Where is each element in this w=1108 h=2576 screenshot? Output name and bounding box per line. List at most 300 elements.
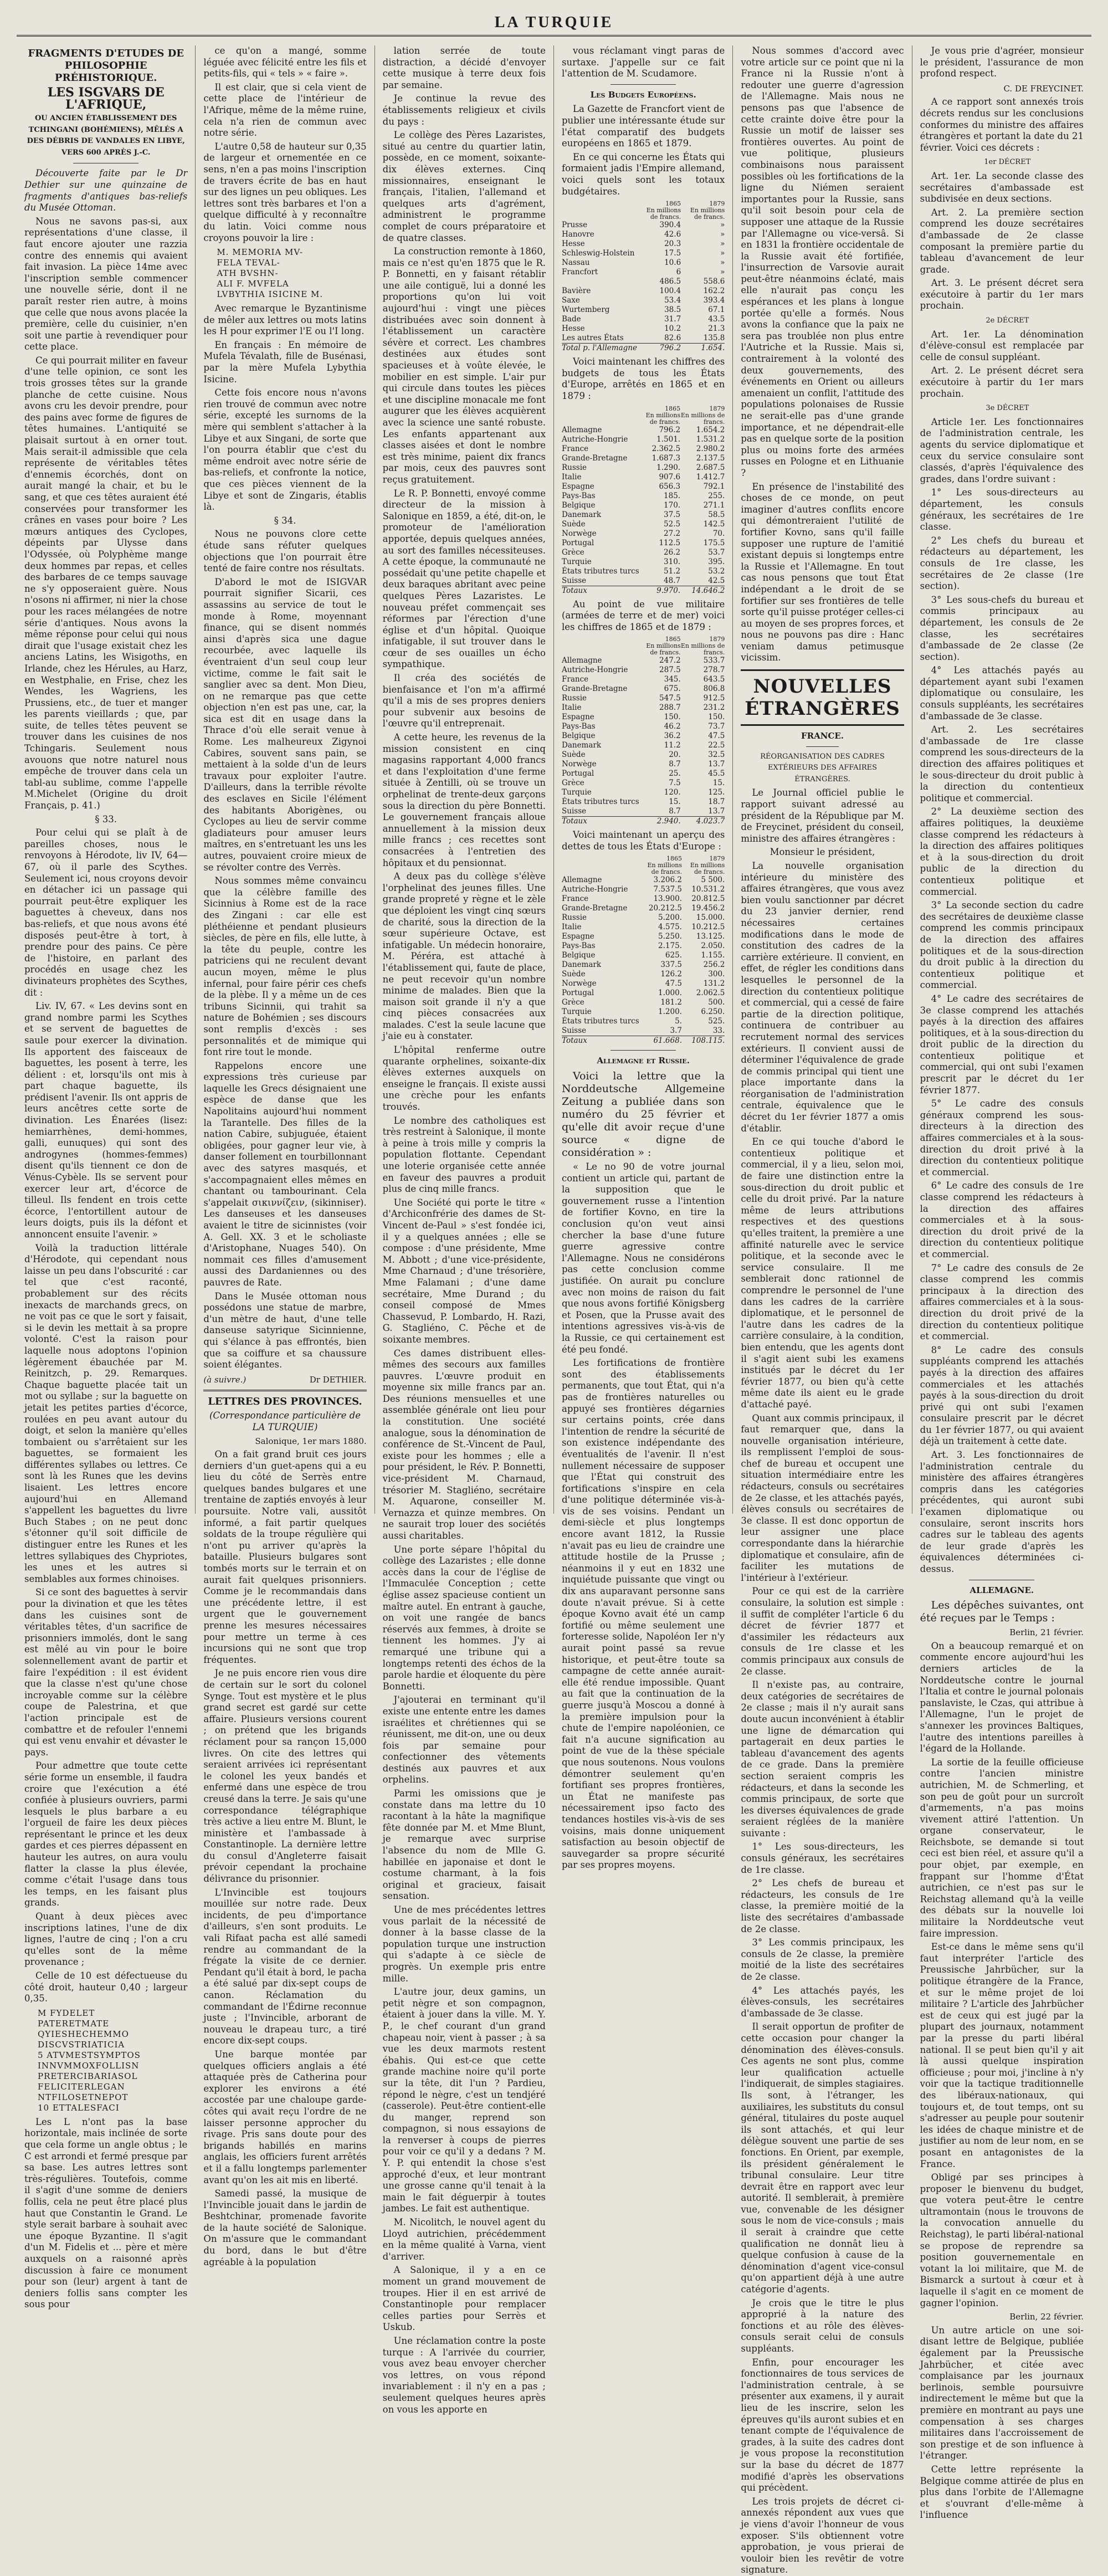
paragraph: 5° Le cadre des consuls généraux comprend les sous-directeurs à la direction des affaires commerciales et à la sous-direction du droit privé à la direction du contentieux politique et commercial.	[920, 1098, 1084, 1177]
table-cell-value: 19.456.2	[691, 904, 725, 913]
section-number: § 33.	[95, 813, 117, 824]
table-cell-label: Allemagne	[562, 656, 602, 665]
paragraph: L'hôpital renferme outre quarante orphelines, soixante-dix élèves externes auxquels on enseigne le français. Il existe aussi une crèche pour les enfants trouvés.	[382, 1044, 546, 1113]
paragraph: 4° Les attachés payés au département ayant subi l'examen diplomatique ou consulaire, les consuls suppléants, les secrétaires d'ambassade de 3e classe.	[920, 665, 1084, 721]
table-cell-value: 47.5	[708, 731, 725, 741]
table-row	[562, 268, 725, 277]
paragraph: Il créa des sociétés de bienfaisance et l'on m'a affirmé qu'il a mis de ses propres deniers pour subvenir aux besoins de l'œuvre qu'il entreprenait.	[382, 673, 546, 729]
table-cell-value: 10.212.5	[691, 923, 725, 932]
table-row	[562, 305, 725, 315]
paragraph: Rappelons encore une expressions très curieuse par laquelle les Grecs désignaient une espèce de danse que les Napolitains aujourd'hui nomment la Tarantelle. Des filles de la nation Cabire, subjuguée, étaient obligées, pour gagner leur vie, à danser follement en tourbillonnant avec des satyres masqués, et s'accompagnaient elles mêmes en chantant ou tambourinant. Cela s'appelait σικιννίζειν, (sikinniser). Les danseuses et les danseuses avaient le titre de sicinnistes (voir A. Gell. XX. 3 et le scholiaste d'Aristophane, Nuages 540). On nommait ces filles d'amusement aussi des Dardaniennes ou des pauvres de Rate.	[203, 1060, 367, 1288]
table-cell-label: Grèce	[562, 547, 584, 557]
paragraph: Art. 2. Le présent décret sera exécutoire à partir du 1er mars prochain.	[920, 365, 1084, 399]
table-cell-value: 533.7	[703, 656, 725, 665]
table-cell-value: 31.7	[664, 315, 681, 324]
table-cell-value: 27.2	[664, 529, 681, 538]
table-cell-label: Turquie	[562, 557, 592, 566]
table-row	[562, 675, 725, 684]
paragraph: Le R. P. Bonnetti, envoyé comme directeur de la mission à Salonique en 1859, a été, dit-on, le promoteur de l'amélioration apportée, depuis quelques années, au sort des familles nécessiteuses. A cette époque, la communauté ne possédait qu'une petite chapelle et deux baraques abritant avec peine quelques Pères Lazaristes. Le nouveau préfet commençait ses réformes par l'érection d'une église et d'un hôpital. Quoique infatigable, il sut trouver dans le cœur de ses ouailles un écho sympathique.	[382, 488, 546, 670]
table-cell-label: Schleswig-Holstein	[562, 249, 635, 258]
table-cell-value: 53.4	[664, 296, 681, 305]
table-cell-value: 13.7	[708, 760, 725, 769]
list-item: 2° Les chefs de bureau et rédacteurs, les consuls de 1re classe, la première moitié de la liste des secrétaires d'ambassade de 2e classe.	[741, 1878, 904, 1934]
table-cell-value: 5 500.	[701, 875, 725, 885]
table-cell-label: Danemark	[562, 510, 602, 519]
paragraph: Une barque montée par quelques officiers anglais a été attaquée près de Catherina pour explorer les environs a été accostée par une chaloupe garde-côtes qui avait reçu l'ordre de ne laisser personne approcher du rivage. Pris sans doute pour des brigands habillés en marins anglais, les officiers furent arrêtés et il a fallu longtemps parlementer avant qu'on les ait mis en liberté.	[203, 2048, 367, 2185]
paragraph: Samedi passé, la musique de l'Invincible jouait dans le jardin de Beshtchinar, promenade favorite de la haute société de Salonique. On m'assure que le commandant du bord, dans le but d'être agréable à la population	[203, 2188, 367, 2267]
table-cell-label: Saxe	[562, 296, 580, 305]
divider	[203, 1390, 366, 1391]
paragraph: A deux pas du collège s'élève l'orphelinat des jeunes filles. Une grande propreté y règne et le zèle que déploient les vingt cinq sœurs de charité, sous la direction de la sœur supérieure Octave, est infatigable. Un médecin honoraire, M. Péréra, est attaché à l'établissement qui, faute de place, ne peut recevoir qu'un nombre minime de malades. Bien que la maison soit grande il n'y a que cinq pièces consacrées aux malades. C'est la seule lacune que j'aie eu à constater.	[382, 871, 546, 1042]
table-row	[562, 258, 725, 268]
table-cell-label: Totaux	[562, 586, 639, 596]
table-cell-value: 15.	[712, 779, 725, 788]
table-row	[562, 875, 725, 885]
table-cell-value: 525.	[708, 1017, 725, 1026]
table-cell-value: 181.2	[660, 998, 682, 1007]
list-item: 1° Les sous-directeurs, les consuls généraux, les secrétaires de 1re classe.	[741, 1841, 904, 1875]
paragraph: En ce qui touche d'abord le contentieux politique et commercial, il y a lieu, selon moi, de faire une distinction entre la sous-direction du droit public et celle du droit privé. Par la nature même de leurs attributions respectives et des questions qu'elles traitent, la première a une affinité naturelle avec le service politique, et la seconde avec le service consulaire. Il me semblerait donc rationnel de comprendre le personnel de l'une dans les cadres de la carrière diplomatique, et le personnel de l'autre dans les cadres de la carrière consulaire, à la condition, bien entendu, que les agents dont il s'agit aient subi les examens institués par le décret du 1er février 1877, ou bien qu'à cette même date ils aient eu le grade d'attaché payé.	[741, 1136, 904, 1410]
table-cell-value: 51.2	[664, 566, 681, 576]
table-row	[562, 894, 725, 904]
table-cell-value: 7.5	[669, 779, 681, 788]
table-cell-label: Espagne	[562, 482, 594, 491]
table-row	[562, 576, 725, 586]
table-cell-label: États tributres turcs	[562, 797, 639, 807]
table-cell-label: Les autres États	[562, 334, 624, 343]
table-row	[562, 722, 725, 731]
table-cell-value: 500.	[708, 998, 725, 1007]
article-heading: FRAGMENTS D'ETUDES DE PHILOSOPHIE PRÉHISTORIQUE.	[28, 48, 184, 84]
table-cell-value: 73.7	[708, 722, 725, 731]
paragraph: Art. 2. Les secrétaires d'ambassade de 1re classe comprend les sous-directeurs de la direction des affaires politiques et le sous-directeur du droit public à la direction du contentieux politique et commercial.	[920, 724, 1084, 803]
paragraph: Celle de 10 est défectueuse du côté droit, hauteur 0,40 ; largeur 0,35.	[24, 1970, 188, 2004]
paragraph: Si ce sont des baguettes à servir pour la divination et que les têtes dans les cuisines sont de véritables têtes, d'un sacrifice de prisonniers immolés, dont le sang est mêlé au vin pour le boire solennellement avant de partir et faire l'expédition : il est évident que la classe n'est qu'une chose incroyable comme sur la célèbre coupe de Palestrina, et que l'action principale est de combattre et de refouler l'ennemi qui est venu envahir et dévaster le pays.	[24, 1587, 188, 1758]
paragraph: Les dépêches suivantes, ont été reçues par le Temps :	[920, 1599, 1084, 1625]
table-row	[562, 960, 725, 970]
newspaper-title: LA TURQUIE	[494, 14, 614, 31]
author-signature: Dr DETHIER.	[309, 1374, 367, 1385]
paragraph: Cette fois encore nous n'avons rien trouvé de commun avec notre série, excepté les surnoms de la mère qui semblent s'attacher à la Libye et aux Singani, de sorte que l'on pourra établir que c'est du même endroit avec notre série de bas-reliefs, et confronte la notice, que ces pièces viennent de la Libye et sont de Zingaris, établis là.	[203, 387, 367, 513]
table-row	[562, 694, 725, 703]
paragraph: La sortie de la feuille officieuse contre l'ancien ministre autrichien, M. de Schmerling, et son peu de goût pour un surcroît d'armements, n'a pas moins vivement attiré l'attention. Un organe conservateur, le Reichsbote, se demande si tout ceci est bien réel, et assure qu'il a pour objet, par exemple, en frappant sur l'homme d'État autrichien, ce n'est pas sur le Reichstag allemand qu'à la veille des débats sur la nouvelle loi militaire la Norddeutsche veut faire impression.	[920, 1756, 1084, 1939]
table-cell-value: 390.4	[659, 221, 681, 230]
paragraph: Liv. IV, 67. « Les devins sont en grand nombre parmi les Scythes et se servent de baguettes de saule pour exercer la divination. Ils apportent des faisceaux de baguettes, les posent à terre, les délient : et, lorsqu'ils ont mis à part chaque baguette, ils prédisent l'avenir. Ils ont appris de leurs ancêtres cette sorte de divination. Les Énarées (lisez: hemiarrhènes, demi-hommes, galli, eunuques) qui sont des androgynes (hommes-femmes) disent qu'ils tiennent ce don de Vénus-Cybèle. Ils se servent pour exercer leur art, d'écorce de tilleul. Ils fendent en trois cette écorce, l'entortillent autour de leurs doigts, puis ils la défont et annoncent ensuite l'avenir. »	[24, 1001, 188, 1240]
table-cell-value: 4.575.	[658, 923, 682, 932]
paragraph: Nous sommes d'accord avec votre article sur ce point que ni la France ni la Russie n'ont à redouter une guerre d'agression de l'Allemagne. Mais nous ne pensons pas que l'absence de cette crainte doive être pour la Russie un motif de laisser ses frontières ouvertes. Au point de vue politique, plusieurs combinaisons nous paraissent possibles où les fortifications de la ligne du Niémen seraient importantes pour la Russie, sans qu'il soit besoin pour cela de supposer une attaque de la Russie par l'Allemagne ou vice-versâ. Si en 1831 la frontière occidentale de la Russie avait été fortifiée, l'insurrection de Varsovie aurait peut-être néanmoins éclaté, mais elle n'aurait pas conçu les espérances et les plans à longue portée qu'elle a formés. Nous avons la confiance que la paix ne sera pas troublée non plus entre l'Autriche et la Russie. Mais si, contrairement à la volonté des deux gouvernements, des événements en Orient ou ailleurs amenaient un conflit, l'attitude des populations polonaises de Russie ne serait-elle pas d'une grande importance, et ne dépendrait-elle pas en quelque sorte de la position plus ou moins forte des armées russes en Pologne et en Lithuanie ?	[741, 45, 904, 478]
section-number: § 34.	[274, 515, 296, 526]
table-cell-value: 1.155.	[701, 951, 725, 960]
table-row	[562, 970, 725, 979]
table-cell-label	[562, 277, 637, 286]
table-cell-value: 108.115.	[682, 1036, 725, 1046]
table-cell-label: Total p. l'Allemagne	[562, 344, 637, 353]
paragraph: Quant à deux pièces avec inscriptions latines, l'une de dix lignes, l'autre de cinq ; l'on a cru qu'elles sont de la même provenance ;	[24, 1911, 188, 1968]
table-cell-value: 10.6	[664, 258, 681, 268]
paragraph: En ce qui concerne les États qui formaient jadis l'Empire allemand, voici quels sont les totaux budgétaires.	[562, 151, 725, 197]
table-cell-label: Francfort	[562, 268, 598, 277]
table-cell-value: 11.2	[664, 741, 681, 750]
decree-heading: 1er DÉCRET	[984, 158, 1031, 167]
article-heading: RÉORGANISATION DES CADRES EXTÉRIEURS DES AFFAIRES ÉTRANGÈRES.	[760, 752, 885, 783]
table-row	[562, 923, 725, 932]
latin-inscription: M FYDELET PATERETMATE QYIESHECHEMMO DISCVSTRIATICIA 5 ATVMESTSYMPTOS INNVMMOXFOLLISN PRETERCIBARIASOL FELICITERLEGAN NTFILOSETNEPOT 10 ETTALESFACI	[38, 2007, 141, 2113]
table-total-row	[562, 344, 725, 354]
article-intro: Découverte faite par le Dr Dethier sur une quinzaine de fragments d'antiques bas-reliefs du Musée Ottoman.	[24, 168, 188, 213]
table-cell-label: Suisse	[562, 807, 587, 816]
table-cell-value: 32.5	[708, 750, 725, 760]
table-cell-value: 8.7	[669, 760, 681, 769]
table-cell-value: 393.4	[703, 296, 725, 305]
table-cell-value: 15.000.	[696, 913, 725, 923]
table-cell-value: 4.023.7	[681, 817, 725, 827]
table-cell-value: 5.200.	[658, 913, 682, 923]
table-cell-value: 13.900.	[653, 894, 682, 904]
table-row	[562, 435, 725, 444]
table-cell-label: Grande-Bretagne	[562, 904, 628, 913]
table-cell-value: 14.646.2	[680, 586, 725, 596]
table-row	[562, 885, 725, 894]
table-row	[562, 548, 725, 557]
paragraph: Le nombre des catholiques est très restreint à Salonique, il monte à peine à trois mille y compris la population flottante. Cependant une loterie organisée cette année en faveur des pauvres a produit plus de cinq mille francs.	[382, 1115, 546, 1195]
table-cell-value: 5.250.	[658, 932, 682, 941]
table-row	[562, 913, 725, 923]
divider	[806, 746, 839, 747]
table-cell-value: »	[720, 258, 725, 268]
table-cell-value: 18.7	[708, 797, 725, 807]
table-cell-label: Pays-Bas	[562, 491, 596, 500]
paragraph: Il n'existe pas, au contraire, deux catégories de secrétaires de 2e classe ; mais il n'y aurait sans doute aucun inconvénient à établir une ligne de démarcation qui partagerait en deux parties le tableau d'avancement des agents de ce grade. Dans la première section seraient compris les rédacteurs, et dans la seconde les commis principaux, de sorte que les diverses équivalences de grade seraient réglées de la manière suivante :	[741, 1679, 904, 1838]
paragraph: En français : En mémoire de Mufela Tévalath, fille de Busénasi, par la mère Mufela Lybythia Isicine.	[203, 339, 367, 385]
paragraph: On a beaucoup remarqué et on commente encore aujourd'hui les derniers articles de la Norddeutsche contre le journal l'Italia et contre le journal polonais panslaviste, le Czas, qui attribue à l'Allemagne, l'un le projet de s'annexer les provinces Baltiques, l'autre des intentions pareilles à l'égard de la Hollande.	[920, 1640, 1084, 1754]
table-cell-value: 2.687.5	[696, 463, 725, 472]
debt-table: 1865 En millions de francs. 1879 En millions de francs. Allemagne 3.206.2 5 500. Autriche-Hongrie 7.537.5 10.531.2 France 13.900. 20.812.5 Grande-Bretagne 20.212.5 19.456.2 Russie 5.200. 15.000. Italie 4.575. 10.212.5 Espagne 5.250. 13.125. Pays-Bas 2.175. 2.050. Belgique 625. 1.155. Danemark 337.5 256.2 Suède 126.2 300. Norwège 47.5 131.2 Portugal 1.000. 2.062.5 Grèce 181.2 500. Turquie 1.200. 6.250. États tributres turcs 5. 525. Suisse 3.7 33. Totaux 61.668. 108.115.	[562, 855, 725, 1046]
table-row	[562, 788, 725, 797]
table-cell-value: 25.	[669, 769, 681, 779]
budget-table-europe: 1865 En millions de francs. 1879 En millions de francs. Allemagne 796.2 1.654.2 Autriche-Hongrie 1.501. 1.531.2 France 2.362.5 2.980.2 Grande-Bretagne 1.687.3 2.137.5 Russie 1.290. 2.687.5 Italie 907.6 1.412.7 Espagne 656.3 792.1 Pays-Bas 185. 255. Belgique 170. 271.1 Danemark 37.5 58.5 Suède 52.5 142.5 Norwège 27.2 70. Portugal 112.5 175.5 Grèce 26.2 53.7 Turquie 310. 395. États tributres turcs 51.2 53.2 Suisse 48.7 42.5 Totaux 9.970. 14.646.2	[562, 404, 725, 595]
list-item: 4° Les attachés payés, les élèves-consuls, les secrétaires d'ambassade de 3e classe.	[741, 1985, 904, 2019]
paragraph: Ce qui pourrait militer en faveur d'une telle opinion, ce sont les trois grosses têtes sur la grande planche de cette cuisine. Nous avons cru les devoir prendre, pour des pains avec forme de figures de têtes humaines. L'antiquité se plaisait surtout à en orner tout. Mais serait-il admissible que cela représente de véritables têtes d'ennemis écorchés, dont on aurait mangé la chair, et bu le sang, et que ces têtes auraient été conservées pour transformer les crânes en vases pour boire ? Les mœurs antiques des Cyclopes, dépeints par Ulysse dans l'Odyssée, où Polyphème mange deux hommes par repas, et celles des barbares de ce temps sauvage ne s'y opposeraient guère. Nous n'osons ni affirmer, ni nier la chose pour les races mélangées de notre série d'antiques. Nous avons la même réponse pour celui qui nous dirait que l'usage existait chez les anciens Latins, les Wisigoths, en Irlande, chez les Hérules, au Harz, en Westphalie, en Frise, chez les Wendes, les Wagriens, les Prussiens, etc., de tuer et manger les parents vieillards ; que, par suite, de telles têtes peuvent se trouver dans les cuisines de nos Tchingaris. Seulement nous avouons que notre naturel nous empêche de trouver dans cela un tabl-au sublime, comme l'appelle M.Michelet (Origine du droit Français, p. 41.)	[24, 355, 188, 811]
table-total-row	[562, 817, 725, 827]
table-cell-value: 2.062.5	[696, 989, 725, 998]
table-row	[562, 567, 725, 576]
table-cell-label: Russie	[562, 913, 587, 923]
table-cell-label: Autriche-Hongrie	[562, 665, 628, 675]
table-row	[562, 807, 725, 817]
country-heading: FRANCE.	[801, 731, 844, 741]
table-row	[562, 760, 725, 769]
paragraph: Voici maintenant un aperçu des dettes de tous les États d'Europe :	[562, 829, 725, 852]
divider	[611, 84, 676, 85]
table-cell-value: 22.5	[708, 741, 725, 750]
paragraph: A cette heure, les revenus de la mission consistent en cinq magasins rapportant 4,000 francs et dans l'exploitation d'une ferme située à Zentilli, où se trouve un orphelinat de trente-deux garçons sous la direction du père Bonnetti. Le gouvernement français alloue annuellement à la mission deux mille francs ; ces recettes sont consacrées à l'entretien des hôpitaux et du pensionnat.	[382, 732, 546, 868]
table-row	[562, 426, 725, 435]
table-cell-value: 288.7	[659, 703, 681, 713]
table-cell-value: 5.	[675, 1017, 682, 1026]
table-cell-value: 20.812.5	[691, 894, 725, 904]
table-cell-value: 13.125.	[696, 932, 725, 941]
table-cell-value: 42.6	[664, 230, 681, 239]
paragraph: Est-ce dans le même sens qu'il faut interpréter l'article des Preussische Jahrbücher, sur la politique étrangère de la France, et sur le même projet de loi militaire ? L'article des Jahrbücher est de ceux qui est jugé par la plupart des journaux, notamment par la presse du parti libéral national. Il se peut bien qu'il y ait là aussi quelque inspiration officieuse ; pour moi, j'incline à n'y voir que la tactique traditionnelle des libéraux-nationaux, qui toujours et, de tout temps, ont su s'adresser au peuple pour soutenir les idées de chaque ministre et de justifier au nom de leur nom, en se posant en antagonistes de la France.	[920, 1942, 1084, 2169]
table-cell-label: Grande-Bretagne	[562, 453, 628, 463]
table-cell-label: Russie	[562, 463, 587, 472]
table-row	[562, 491, 725, 501]
column-2	[196, 45, 375, 2267]
table-cell-value: 52.5	[664, 519, 681, 529]
paragraph: Les trois projets de décret ci-annexés répondent aux vues que je viens d'avoir l'honneur de vous exposer. S'ils obtiennent votre approbation, je vous prierai de vouloir bien les revêtir de votre signature.	[741, 2496, 904, 2575]
table-cell-value: 162.2	[703, 286, 725, 296]
table-row	[562, 769, 725, 779]
table-cell-value: 792.1	[703, 482, 725, 491]
table-cell-label: Suède	[562, 750, 586, 760]
paragraph: Il serait opportun de profiter de cette occasion pour changer la dénomination des élèves-consuls. Ces agents ne sont plus, comme leur qualification actuelle l'indiquerait, de simples stagiaires. Ils sont, à l'étranger, les auxiliaires, les substituts du consul général, titulaires du poste auquel ils sont attachés, et qui leur délègue souvent une partie de ses fonctions. En Orient, par exemple, ils président généralement le tribunal consulaire. Leur titre devrait être en rapport avec leur autorité. Il semblerait, à première vue, convenable de les désigner sous le nom de vice-consuls ; mais il serait à craindre que cette qualification ne donnât lieu à quelque confusion à cause de la dénomination d'agent vice-consul qu'on appartient déjà à une autre catégorie d'agents.	[741, 2021, 904, 2295]
paragraph: Cette lettre représente la Belgique comme attirée de plus en plus dans l'orbite de l'Allemagne et s'ouvrant d'elle-même à l'influence	[920, 2464, 1084, 2521]
table-cell-label: Espagne	[562, 713, 594, 722]
table-cell-label: Turquie	[562, 1007, 592, 1017]
paragraph: On a fait grand bruit ces jours derniers d'un guet-apens qui a eu lieu du côté de Serrès entre quelques bandes bulgares et une trentaine de zaptiés envoyés à leur poursuite. Notre vali, aussitôt informé, a fait partir quelques soldats de la troupe régulière qui n'ont pu arriver qu'après la bataille. Plusieurs bulgares sont tombés morts sur le terrain et on aurait fait quelques prisonniers. Comme je le recommandais dans une précédente lettre, il est urgent que le gouvernement prenne les mesures nécessaires pour mettre un terme à ces incursions qui ne sont que trop fréquentes.	[203, 1449, 367, 1665]
paragraph: Il est clair, que si cela vient de cette place de l'intérieur de l'Afrique, même de la même ruine, cela n'a rien de commun avec notre série.	[203, 81, 367, 139]
table-cell-value: 345.	[664, 675, 681, 684]
table-cell-value: 150.	[708, 713, 725, 722]
table-row	[562, 482, 725, 491]
table-row	[562, 684, 725, 694]
table-cell-label: Grande-Bretagne	[562, 684, 628, 694]
table-row	[562, 665, 725, 675]
table-cell-value: 142.5	[703, 519, 725, 529]
table-row	[562, 444, 725, 454]
table-cell-value: 1.290.	[656, 463, 681, 472]
paragraph: Voici maintenant les chiffres des budgets de tous les États d'Europe, arrêtés en 1865 et en 1879 :	[562, 356, 725, 401]
table-cell-value: »	[720, 239, 725, 249]
table-cell-value: 1.654.	[681, 344, 725, 354]
paragraph: 8° Le cadre des consuls suppléants comprend les attachés payés à la direction des affaires commerciales et les attachés payés à la sous-direction du droit privé qui ont subi l'examen consulaire prescrit par le décret du 1er février 1877, ou qui avaient déjà un traitement à cette date.	[920, 1344, 1084, 1447]
table-cell-value: 1.654.2	[696, 425, 725, 434]
section-heading: Allemagne et Russie.	[597, 1056, 690, 1066]
table-cell-label: Russie	[562, 694, 587, 703]
table-cell-label: Suède	[562, 519, 586, 529]
table-row	[562, 529, 725, 539]
table-cell-label: Portugal	[562, 769, 594, 779]
table-row	[562, 932, 725, 941]
table-row	[562, 277, 725, 286]
table-row	[562, 463, 725, 473]
table-cell-value: 125.	[708, 788, 725, 797]
paragraph: Une réclamation contre la poste turque : A l'arrivée du courrier, vous avez beau envoyer chercher vos lettres, on vous répond invariablement : il n'y en a pas ; seulement quelques heures après on vous les apporte en	[382, 2335, 546, 2415]
table-cell-value: 170.	[664, 500, 681, 510]
dateline: Berlin, 22 février.	[1009, 2312, 1084, 2322]
column-5	[733, 45, 912, 2575]
table-cell-label: Portugal	[562, 989, 594, 998]
paragraph: Obligé par ses principes à proposer le bienvenu du budget, que votera peut-être le centre ultramontain (nous le trouvons de la convocation annuelle du Reichstag), le parti libéral-national se propose de reprendre sa position gouvernementale en votant la loi militaire, que M. de Bismarck a surtout à cœur et à laquelle il s'agit en ce moment de gagner l'opinion.	[920, 2172, 1084, 2308]
paragraph: Le Journal officiel publie le rapport suivant adressé au président de la République par M. de Freycinet, président du conseil, ministre des affaires étrangères :	[741, 787, 904, 844]
table-cell-label: États tributres turcs	[562, 1017, 639, 1026]
table-cell-value: 643.5	[703, 675, 725, 684]
table-row	[562, 249, 725, 258]
table-cell-value: 43.5	[708, 315, 725, 324]
table-row	[562, 239, 725, 249]
table-row	[562, 454, 725, 463]
table-cell-value: 558.6	[703, 277, 725, 286]
paragraph: L'autre 0,58 de hauteur sur 0,35 de largeur et ornementée en ce sens, n'en a pas moins l'inscription de travers écrite de bas en haut sur des lignes un peu obliques. Les lettres sont très barbares et l'on a quelque difficulté à y reconnaître du latin. Voici comme nous croyons pouvoir la lire :	[203, 141, 367, 243]
table-cell-value: 255.	[708, 491, 725, 500]
paragraph: L'autre jour, deux gamins, un petit nègre et son compagnon, étaient à jouer dans la ville. M. Y. P., le chef courant d'un grand chapeau noir, vient à passer ; à sa vue les deux marmots restent ébahis. Qui est-ce que cette grande machine noire qu'il porte sur la tête, dit l'un ? Pardieu, répond le nègre, c'est un tendjéré (casserole). Peut-être contient-elle du manger, reprend son compagnon, si nous essayions de la renverser à coups de pierres pour voir ce qu'il y a dedans ? M. Y. P. qui entendit la chose s'est approché d'eux, et leur montrant une grosse canne qu'il tenait à la main le fait déguerpir à toutes jambes. Le fait est authentique.	[382, 1986, 546, 2214]
table-row	[562, 797, 725, 807]
table-cell-value: 1.501.	[656, 434, 681, 444]
table-cell-label: Wurtemberg	[562, 305, 610, 315]
table-cell-value: 231.2	[703, 703, 725, 713]
table-cell-label: Danemark	[562, 960, 602, 970]
paragraph: lation serrée de toute distraction, a décidé d'envoyer cette musique à terre deux fois par semaine.	[382, 45, 546, 90]
table-cell-value: 20.212.5	[648, 904, 682, 913]
table-cell-value: 675.	[664, 684, 681, 694]
table-cell-value: 17.5	[664, 249, 681, 258]
paragraph: Au point de vue militaire (armées de terre et de mer) voici les chiffres de 1865 et de 1879 :	[562, 598, 725, 632]
table-cell-value: 46.2	[664, 722, 681, 731]
paragraph: Je vous prie d'agréer, monsieur le président, l'assurance de mon profond respect.	[920, 45, 1084, 79]
table-cell-value: 20.3	[664, 239, 681, 249]
paragraph: Le collège des Pères Lazaristes, situé au centre du quartier latin, possède, en ce moment, soixante-dix élèves externes. Cinq missionnaires, enseignant le français, l'italien, l'allemand et quelques arts d'agrément, administrent le programme complet de cours préparatoire et de quatre classes.	[382, 130, 546, 243]
paragraph: Je ne puis encore rien vous dire de certain sur le sort du colonel Synge. Tout est mystère et le plus grand secret est gardé sur cette affaire. Plusieurs versions courent ; on prétend que les brigands réclament pour sa rançon 15,000 livres. On cite des lettres qui seraient arrivées ici représentant le colonel les yeux bandés et enfermé dans une espèce de trou creusé dans la terre. Je sais qu'une correspondance télégraphique très active a lieu entre M. Blunt, le ministère et l'ambassade à Constantinople. La dernière lettre du consul d'Angleterre faisait prévoir cependant la prochaine délivrance du prisonnier.	[203, 1668, 367, 1884]
paragraph: Avec remarque le Byzantinisme de mêler aux lettres ou mots latins les H pour exprimer l'E ou l'I long.	[203, 303, 367, 337]
table-cell-value: 45.5	[708, 769, 725, 779]
paragraph: M. Nicolitch, le nouvel agent du Lloyd autrichien, précédemment en la même qualité à Varna, vient d'arriver.	[382, 2217, 546, 2262]
table-cell-label: Belgique	[562, 951, 596, 960]
table-row	[562, 315, 725, 324]
table-cell-label: Totaux	[562, 1036, 639, 1046]
table-cell-value: 310.	[664, 557, 681, 566]
section-heading: Les Budgets Européens.	[590, 89, 696, 100]
paragraph: Art. 3. Les fonctionnaires de l'administration centrale du ministère des affaires étrangères compris dans les catégories précédentes, qui auront subi l'examen diplomatique ou consulaire, seront inscrits hors cadres sur le tableau des agents de leur grade d'après les équivalences déterminées ci-dessus.	[920, 1450, 1084, 1574]
decree-heading: 2e DÉCRET	[986, 316, 1029, 325]
table-cell-label: France	[562, 675, 589, 684]
table-cell-value: 37.5	[664, 510, 681, 519]
paragraph: « Le no 90 de votre journal contient un article qui, partant de la supposition que le gouvernement russe a l'intention de fortifier Kovno, en tire la conclusion qu'on veut ainsi chercher la base d'une future guerre agressive contre l'Allemagne. Nous ne considérons pas cette conclusion comme justifiée. On aurait pu conclure avec non moins de raison du fait que nous avons fortifié Königsberg et Posen, que la Prusse avait des intentions agressives vis-à-vis de la Russie, ce qui certainement est été peu fondé.	[562, 1161, 725, 1355]
table-cell-label: Belgique	[562, 731, 596, 741]
table-cell-label: Totaux	[562, 817, 639, 827]
paragraph: La nouvelle organisation intérieure du ministère des affaires étrangères, que vous avez bien voulu sanctionner par décret du 23 janvier dernier, rend nécessaires certaines modifications dans le mode de constitution des cadres de la carrière extérieure. Il convient, en effet, de régler les conditions dans lesquelles le personnel de la direction du contentieux politique et commercial, qui a cessé de faire partie de la direction politique, continuera de contribuer au recrutement normal des services extérieurs. Il convient aussi de déterminer l'équivalence de grade de commis principal qui tient une place importante dans la réorganisation de l'administration centrale, équivalence que le décret du 1er février 1877 a omis d'établir.	[741, 861, 904, 1134]
table-cell-value: 70.	[712, 529, 725, 538]
paragraph: Les fortifications de frontière sont des établissements permanents, que tout État, qui n'a pas de frontières naturelles ou appuyé ses frontières dégarnies sur certains points, crée dans l'intention de rendre la sécurité de son existence indépendante des éventualités de l'avenir. Il n'est nullement nécessaire de supposer que l'État qui construit des fortifications s'inspire en cela d'une politique déterminée vis-à-vis de ses voisins. Pendant un demi-siècle et plus longtemps encore avant 1812, la Russie n'avait pas eu lieu de craindre une attitude hostile de la Prusse ; néanmoins il y eut en 1832 une inquiétude puissante que vingt ou dix ans auparavant personne sans doute n'avait prévue. Si à cette époque Kovno avait été un camp fortifié ou même seulement une forteresse solide, Napoléon Ier n'y aurait point passé sa revue historique, et peut-être toute sa campagne de cette année aurait-elle été rendue impossible. Quant au fait que la continuation de la guerre jusqu'à Moscou a donné à la première impulsion pour la chute de l'empire napoléonien, ce fait n'a aucune signification au point de vue de la thèse spéciale que nous soutenons. Nous voulons démontrer seulement qu'en fortifiant ses propres frontières, un État ne manifeste pas nécessairement ipso facto des tendances hostiles vis-à-vis de ses voisins, mais donne uniquement satisfaction au besoin objectif de sauvegarder sa propre sécurité par ses propres moyens.	[562, 1358, 725, 1871]
table-cell-label: Hanovre	[562, 230, 594, 239]
table-cell-value: 6.250.	[701, 1007, 725, 1017]
table-cell-value: 256.2	[703, 960, 725, 970]
article-subheading: LES ISGVARS DE L'AFRIQUE,	[47, 85, 165, 112]
table-cell-value: 175.5	[703, 538, 725, 547]
column-4	[554, 45, 733, 1871]
table-cell-label: Suisse	[562, 576, 587, 585]
table-cell-label: Bade	[562, 315, 581, 324]
table-cell-label: Norwège	[562, 760, 597, 769]
table-cell-label: France	[562, 894, 589, 904]
table-cell-value: 15.	[669, 797, 681, 807]
paragraph: Je continue la revue des établissements religieux et civils du pays :	[382, 93, 546, 127]
table-row	[562, 501, 725, 510]
table-cell-label: Suisse	[562, 1026, 587, 1036]
paragraph: Une Société qui porte le titre « d'Archiconfrérie des dames de St-Vincent de-Paul » s'est fondée ici, il y a quelques années ; elle se compose : d'une présidente, Mme M. Abbott ; d'une vice-présidente, Mme Charnaud ; d'une trésorière, Mme Falamani ; d'une dame secrétaire, Mme Durand ; du conseil composé de Mmes Chassevud, P. Lombardo, H. Razi, G. Stagliéno, C. Pêche et de soixante membres.	[382, 1197, 546, 1345]
table-cell-value: 1.687.3	[652, 453, 681, 463]
paragraph: Un autre article on une soi-disant lettre de Belgique, publiée également par la Preussische Jahrbücher, et citée avec complaisance par les journaux berlinois, semble poursuivre indirectement le même but que la première en montrant au pays une compensation à ses charges militaires dans l'accroissement de son prestige et de son influence à l'étranger.	[920, 2324, 1084, 2461]
paragraph: Une de mes précédentes lettres vous parlait de la nécessité de donner à la basse classe de la population turque une instruction qui s'adapte à ce siècle de progrès. Un exemple pris entre mille.	[382, 1904, 546, 1984]
paragraph: Voilà la traduction littérale d'Hérodote, qui cependant nous laisse un peu dans l'obscurité : car tel que c'est raconté, probablement sur des récits inexacts de marchands grecs, on ne voit pas ce que le sort y faisait, si le devin les mettait à sa propre volonté. C'est la raison pour laquelle nous adoptons l'opinion légèrement ébauchée par M. Reinitzch, p. 29. Remarques. Chaque baguette placée tait un mot ou syllabe ; sur la baguette on jetait les petites parties d'écorce, roulées en peu avant autour du doigt, et selon la manière qu'elles tombaient ou s'arrêtaient sur les baguettes, se formaient les différentes syllabes ou lettres. Ce sont là les Runes que les devins lisaient. Les lettres encore aujourd'hui en Allemand s'appellent les baguettes du livre Buch Stabes ; on ne peut donc s'étonner qu'il soit difficile de distinguer entre les Runes et les lettres syllabiques des Chypriotes, les unes et les autres si semblables aux formes chinoises.	[24, 1242, 188, 1584]
table-cell-value: 58.5	[708, 510, 725, 519]
paragraph: Pour admettre que toute cette série forme un ensemble, il faudra croire que l'exécution a été confiée à plusieurs ouvriers, parmi lesquels le plus barbare a eu l'orgueil de faire les deux pièces représentant le prince et les deux gardes et ces pierres dépassent en hauteur les autres, on aura voulu flatter la classe la plus élevée, comme c'était l'usage dans tous les temps, en les faisant plus grands.	[24, 1760, 188, 1908]
table-cell-value: 48.7	[664, 576, 681, 585]
table-cell-label: Bavière	[562, 286, 591, 296]
table-row	[562, 286, 725, 296]
table-cell-value: 625.	[665, 951, 682, 960]
paragraph: La construction remonte à 1860, mais ce n'est qu'en 1875 que le R. P. Bonnetti, en y faisant rétablir une aile contiguë, lui a donné les proportions qu'on lui voit aujourd'hui : vingt une pièces distribuées avec soin donnent à l'établissement un caractère sévère et correct. Les chambres destinées aux études sont spacieuses et à voûte élevée, le mobilier en est simple. L'air pur qui circule dans toutes les pièces et une discipline monacale me font augurer que les élèves acquièrent avec la science une santé robuste. Les enfants appartenant aux classes aisées et dont le nombre est très minime, paient dix francs par mois, ceux des pauvres sont reçus gratuitement.	[382, 246, 546, 485]
table-cell-label: Allemagne	[562, 425, 602, 434]
table-cell-value: 287.5	[659, 665, 681, 675]
table-cell-value: »	[720, 221, 725, 230]
paragraph: Quant aux commis principaux, il faut remarquer que, dans la nouvelle organisation intérieure, ils remplissent l'emploi de sous-chef de bureau et occupent une situation intermédiaire entre les rédacteurs, consuls ou secrétaires de 2e classe, et les attachés payés, élèves consuls ou secrétaires de 3e classe. Il est donc opportun de leur assigner une place correspondante dans la hiérarchie diplomatique et consulaire, afin de faciliter les mutations de l'intérieur à l'extérieur.	[741, 1412, 904, 1583]
page-columns	[17, 45, 1091, 2575]
table-cell-value: 10.2	[664, 324, 681, 334]
military-table: 1865 En millions de francs. 1879 En millions de francs. Allemagne 247.2 533.7 Autriche-Hongrie 287.5 278.7 France 345. 643.5 Grande-Bretagne 675. 806.8 Russie 547.5 912.5 Italie 288.7 231.2 Espagne 150. 150. Pays-Bas 46.2 73.7 Belgique 36.2 47.5 Danemark 11.2 22.5 Suède 20. 32.5 Norwège 8.7 13.7 Portugal 25. 45.5 Grèce 7.5 15. Turquie 120. 125. États tributres turcs 15. 18.7 Suisse 8.7 13.7 Totaux 2.940. 4.023.7	[562, 636, 725, 826]
table-cell-value: 36.2	[664, 731, 681, 741]
table-cell-value: 2.980.2	[696, 444, 725, 453]
table-cell-label: Pays-Bas	[562, 722, 596, 731]
table-cell-label: Grèce	[562, 779, 584, 788]
table-cell-value: 6	[676, 268, 681, 277]
table-cell-value: 8.7	[669, 807, 681, 816]
table-cell-value: 278.7	[703, 665, 725, 675]
table-cell-label: Allemagne	[562, 875, 602, 885]
table-cell-value: 796.2	[637, 344, 681, 354]
table-cell-value: 806.8	[703, 684, 725, 694]
table-cell-label: Autriche-Hongrie	[562, 885, 628, 894]
table-cell-value: 38.5	[664, 305, 681, 315]
paragraph: Parmi les omissions que je constate dans ma lettre du 10 racontant à la hâte la magnifique fête donnée par M. et Mme Blunt, je remarque avec surprise l'absence du nom de Mlle G. habillée en japonaise et dont le costume charmant, à la fois original et gracieux, faisait sensation.	[382, 1788, 546, 1902]
paragraph: Art. 1er. La dénomination d'élève-consul est remplacée par celle de consul suppléant.	[920, 329, 1084, 362]
paragraph: Une porte sépare l'hôpital du collège des Lazaristes ; elle donne accès dans la cour de l'église de l'Immaculée Conception ; cette église assez spacieuse contient un maître autel. En entrant à gauche, on voit une rangée de bancs réservés aux femmes, à droite se tiennent les hommes. J'y ai remarqué une tribune qui a longtemps retenti des échos de la parole hardie et éloquente du père Bonnetti.	[382, 1544, 546, 1692]
table-total-row	[562, 1036, 725, 1046]
latin-inscription: M. MEMORIA MV- FELA TEVAL- ATH BVSHN- ALI F. MVFELA LVBYTHIA ISICINE M.	[217, 247, 324, 300]
paragraph: Art. 2. La première section comprend les douze secrétaires d'ambassade de 2e classe composant la première partie du tableau d'avancement de leur grade.	[920, 207, 1084, 275]
table-cell-label: Hesse	[562, 324, 585, 334]
dateline: Berlin, 21 février.	[1009, 1627, 1084, 1638]
divider	[611, 1050, 676, 1051]
section-banner: NOUVELLES ÉTRANGÈRES	[741, 669, 904, 726]
table-cell-value: 337.5	[660, 960, 682, 970]
signature: C. DE FREYCINET.	[1003, 83, 1084, 94]
table-cell-value: 907.6	[659, 472, 681, 482]
table-cell-value: »	[720, 230, 725, 239]
table-cell-value: 3.206.2	[653, 875, 682, 885]
table-cell-value: 796.2	[659, 425, 681, 434]
table-cell-label: Hesse	[562, 239, 585, 249]
paragraph: Nous ne pouvons clore cette étude sans réfuter quelques objections que l'on pourrait être tenté de faire contre nos résultats.	[203, 529, 367, 574]
table-cell-value: 131.2	[703, 979, 725, 989]
table-row	[562, 904, 725, 913]
section-subheading: (Correspondance particulière de LA TURQUIE)	[209, 1410, 361, 1432]
table-row	[562, 324, 725, 334]
table-row	[562, 1017, 725, 1026]
table-cell-value: 42.5	[708, 576, 725, 585]
table-cell-value: 656.3	[659, 482, 681, 491]
table-cell-value: 2.050.	[701, 941, 725, 951]
paragraph: Je crois que le titre le plus approprié à la nature des fonctions et au rôle des élèves-consuls serait celui de consuls suppléants.	[741, 2297, 904, 2354]
table-row	[562, 750, 725, 760]
table-cell-value: 1.000.	[658, 989, 682, 998]
decree-heading: 3e DÉCRET	[986, 404, 1029, 413]
paragraph: Nous ne savons pas-si, aux représentations d'une classe, il faut encore ajouter une razzia contre des ennemis qui avaient fait invasion. La pièce 14me avec l'inscription semble commencer une nouvelle série, dont il ne paraît rester rien autre, à moins que celle que nous avons placée la première, celle du cuisinier, n'en soit une partie à revendiquer pour cette place.	[24, 216, 188, 352]
table-cell-label: Suède	[562, 970, 586, 979]
column-6	[912, 45, 1091, 2521]
paragraph: La Gazette de Francfort vient de publier une intéressante étude sur l'état comparatif des budgets européens en 1865 et 1879.	[562, 104, 725, 149]
table-cell-value: 9.970.	[639, 586, 680, 596]
table-cell-value: 2.175.	[658, 941, 682, 951]
